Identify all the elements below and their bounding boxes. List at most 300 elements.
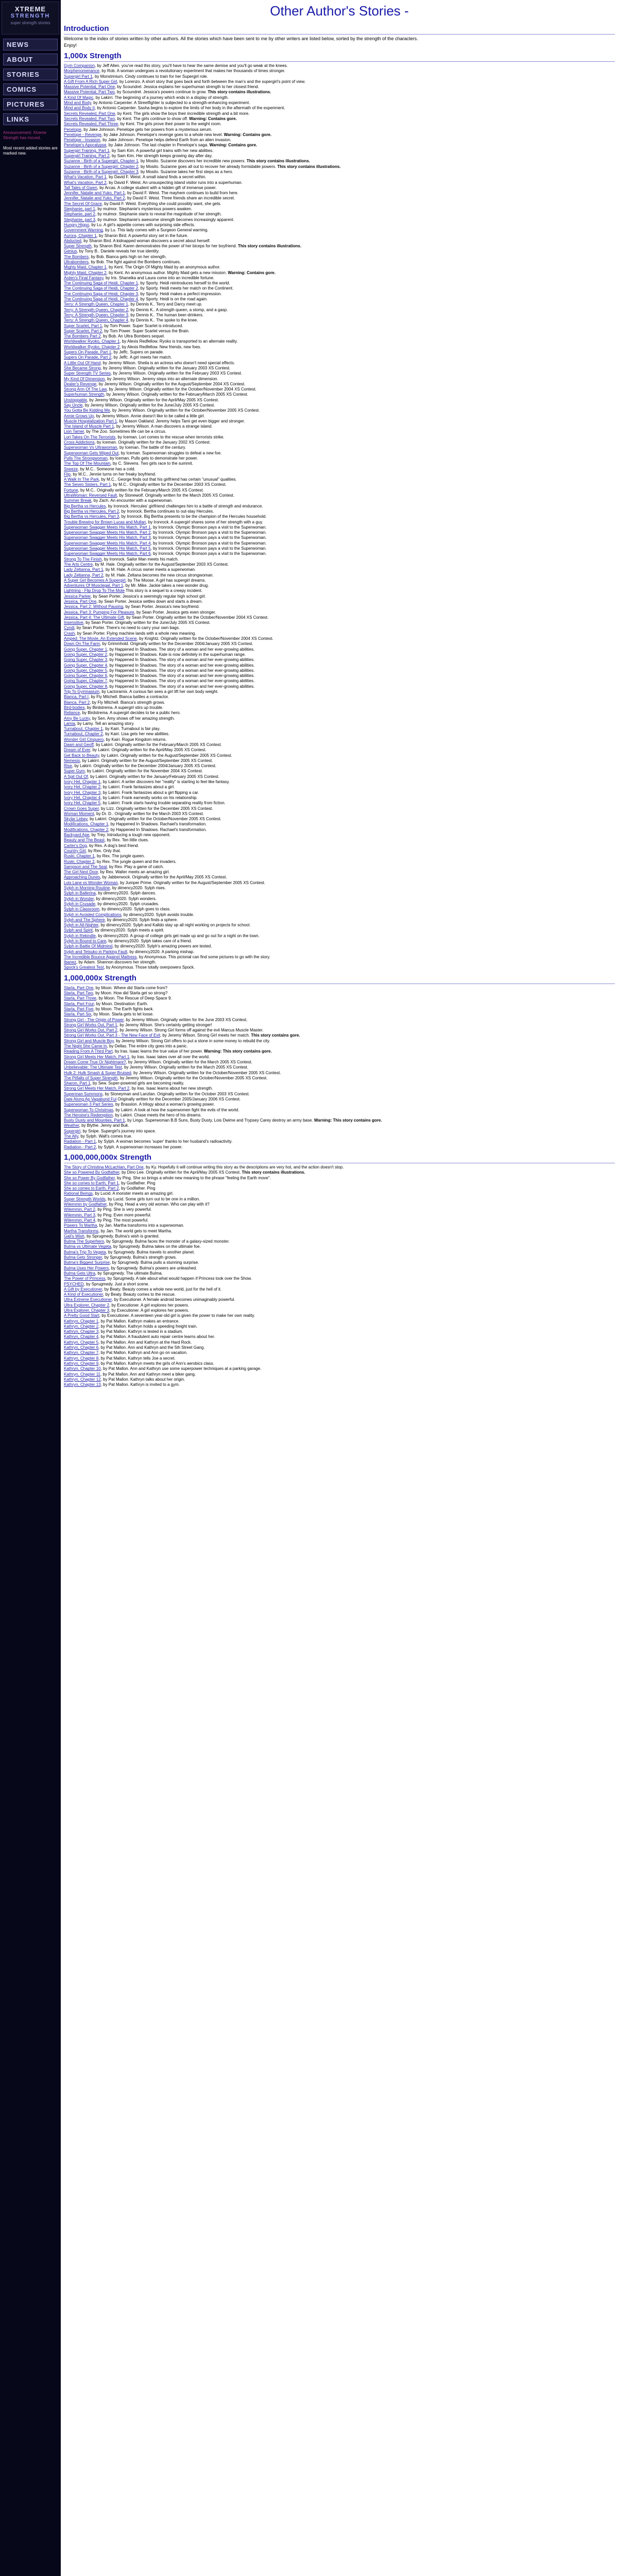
- story-link[interactable]: Worldwalker Ryoko, Chapter 1: [64, 339, 120, 344]
- story-link[interactable]: Jennifer, Natalie and Yuko, Part 1: [64, 191, 125, 196]
- story-link[interactable]: Cyndi: [64, 625, 75, 631]
- story-link[interactable]: The Bombers Part 2: [64, 334, 101, 339]
- story-description: Someone has a cold.: [96, 466, 135, 471]
- story-link[interactable]: Super Scarlet, Part 1: [64, 323, 102, 328]
- story-link[interactable]: The Secret Of Grace: [64, 201, 102, 206]
- story-link[interactable]: Country Girl: [64, 848, 86, 853]
- story-link[interactable]: Reading From A Third Part: [64, 1049, 113, 1054]
- story-link[interactable]: Kathryn, Chapter 3: [64, 1329, 99, 1334]
- story-link[interactable]: Worldwalker Ryoko, Chapter 2: [64, 344, 120, 349]
- story-link[interactable]: Sylph in Battle Of Midmind: [64, 944, 113, 949]
- story-link[interactable]: Going Super, Chapter 3: [64, 657, 108, 663]
- story-link[interactable]: Superhuman Strength: [64, 392, 105, 397]
- story-link[interactable]: Nemesis: [64, 758, 80, 763]
- story-link[interactable]: Ultra Explorer, Chapter 2: [64, 1302, 110, 1308]
- story-link[interactable]: Strong Girl Meets Her Match, Part 1: [64, 1054, 130, 1059]
- story-link[interactable]: Suzanne - Birth of a Supergirl, Chapter 2: [64, 164, 139, 169]
- story-link[interactable]: Jessica, Part 3: Pumping For Pleasure: [64, 609, 134, 615]
- story-link[interactable]: Ivory Hel, Chapter 2: [64, 785, 101, 790]
- story-link[interactable]: Kathryn, Chapter 12: [64, 1377, 101, 1382]
- story-author: , by Birdstrema.: [84, 705, 115, 710]
- story-link[interactable]: Supergirl Training, Part 2: [64, 154, 110, 159]
- story-link[interactable]: Going Super, Chapter 2: [64, 652, 108, 657]
- story-link[interactable]: Kathryn, Chapter 9: [64, 1361, 99, 1366]
- story-link[interactable]: Annie Grows Up: [64, 413, 94, 418]
- story-author: , by Bob.: [89, 259, 106, 264]
- story-link[interactable]: A Kind Of Magic: [64, 95, 94, 100]
- story-link[interactable]: Superwoman Swagger Meets His Match, Part 6: [64, 551, 151, 556]
- story-link[interactable]: Wilemmin, Part 4: [64, 1217, 95, 1223]
- story-link[interactable]: Superwoman To Christmas: [64, 1107, 113, 1112]
- story-link[interactable]: Massive Potential, Part One: [64, 84, 115, 90]
- story-link[interactable]: Ultra Explorer, Chapter 3: [64, 1308, 110, 1313]
- story-link[interactable]: Strong Girl and Muscle Boy: [64, 1038, 114, 1043]
- story-link[interactable]: Starla, Part One: [64, 985, 94, 990]
- story-link[interactable]: Superwoman Swagger Meets His Match, Part 2: [64, 530, 151, 535]
- story-link[interactable]: The Arts Centre: [64, 562, 93, 567]
- story-link[interactable]: Muscle Hospitalization Part 1: [64, 418, 117, 423]
- story-link[interactable]: Adventures Of Musclegal, Part 1: [64, 583, 124, 588]
- story-link[interactable]: Hulk 2: Hulk Smash & Super Bruised: [64, 1070, 131, 1075]
- story-link[interactable]: Bulma Gets Stronger: [64, 1255, 102, 1260]
- story-link[interactable]: Government Warning: [64, 228, 103, 233]
- story-link[interactable]: Massive Potential, Part Two: [64, 90, 115, 95]
- story-author: , by Rex.: [98, 870, 116, 875]
- story-link[interactable]: Fortune: [64, 487, 78, 493]
- story-link[interactable]: Lady Zeltanna, Part 1: [64, 567, 104, 572]
- story-link[interactable]: Kathryn, Chapter 5: [64, 1340, 99, 1345]
- nav-about[interactable]: ABOUT: [3, 54, 58, 65]
- story-author: , by David F. Weist.: [125, 191, 162, 196]
- story-link[interactable]: The Seven Sisters, Part 1: [64, 482, 111, 487]
- story-link[interactable]: Ultrabombers: [64, 259, 89, 264]
- story-author: , by Ironrock.: [150, 535, 176, 540]
- story-link[interactable]: Ultra Extreme Executioner: [64, 1297, 112, 1302]
- story-description: A woman becomes 'super' thanks to her husband's radioactivity.: [116, 1139, 233, 1144]
- story-link[interactable]: Ruski, Chapter 2: [64, 859, 95, 864]
- story-link[interactable]: Kathryn, Chapter 10: [64, 1366, 101, 1371]
- story-link[interactable]: Sylph in Ballerina: [64, 891, 96, 896]
- story-description: Frank fantasizes about a girl flipping a car.: [122, 790, 199, 795]
- story-description: A girl's appetite comes with surprising side effects.: [103, 222, 195, 227]
- story-link[interactable]: Morphenomenance: [64, 69, 99, 74]
- story-link[interactable]: Crash: [64, 631, 75, 636]
- story-link[interactable]: Sylph in Wonder: [64, 896, 94, 901]
- story-author: , by M.C..: [111, 482, 130, 487]
- story-entry: [64, 1007, 615, 1012]
- story-link[interactable]: Mighty Maid, Chapter 2: [64, 270, 107, 275]
- story-link[interactable]: Super Gym: [64, 769, 85, 774]
- story-link[interactable]: Super Scarlet, Part 2: [64, 328, 102, 333]
- story-link[interactable]: Bulma vs Ultimate Vegeta: [64, 1244, 111, 1249]
- nav-links[interactable]: LINKS: [3, 113, 58, 125]
- story-link[interactable]: Crown Goes Super: [64, 806, 99, 811]
- story-link[interactable]: A Gift by Executioner: [64, 1286, 102, 1292]
- story-link[interactable]: Date Along Ap Vagabund Ful: [64, 1097, 117, 1101]
- story-link[interactable]: Lightning - Flip Drop To The Mole: [64, 588, 125, 594]
- story-link[interactable]: Wilemmin, Part 3: [64, 1212, 95, 1217]
- story-entry: [64, 366, 615, 371]
- story-link[interactable]: Sylph and Spirit: [64, 928, 93, 933]
- story-link[interactable]: Kathryn, Chapter 8: [64, 1355, 99, 1361]
- story-link[interactable]: Big Bertha vs Hercules, Part 2: [64, 509, 119, 514]
- story-link[interactable]: Pulls The Strongwoman: [64, 455, 108, 461]
- story-link[interactable]: Sylph in All-Nighter: [64, 923, 99, 928]
- story-link[interactable]: Strong Arm Of The Law: [64, 387, 107, 392]
- story-link[interactable]: Starla, Part Four: [64, 1001, 94, 1006]
- story-author: , by Happened In Shadows.: [107, 663, 159, 668]
- story-link[interactable]: Kathryn, Chapter 7: [64, 1350, 99, 1355]
- story-link[interactable]: Bulma's Biggest Surprise: [64, 1260, 110, 1265]
- story-link[interactable]: Martha Transforms: [64, 1228, 99, 1233]
- story-link[interactable]: What's Vacation, Part 1: [64, 175, 107, 180]
- story-link[interactable]: Suzanne - Birth of a Supergirl, Chapter 1: [64, 159, 139, 164]
- story-description: Sylph rises.: [144, 886, 166, 891]
- story-link[interactable]: Terry: A Strength Queen, Chapter 2: [64, 307, 128, 312]
- story-description: Three friends share an incredible secret.: [161, 196, 235, 201]
- story-link[interactable]: Gail's Wish: [64, 1233, 84, 1239]
- story-link[interactable]: Dawn and Geoff: [64, 742, 94, 747]
- story-link[interactable]: You Gotta Be Kidding Me: [64, 408, 110, 413]
- story-link[interactable]: Bird-bodies: [64, 705, 85, 710]
- story-link[interactable]: Kathryn, Chapter 2: [64, 1324, 99, 1329]
- story-link[interactable]: Stephanie, part 3: [64, 217, 95, 222]
- story-entry: [64, 1145, 615, 1150]
- story-link[interactable]: Lois Lane vs Wonder Woman: [64, 880, 118, 885]
- story-link[interactable]: Superman Summons: [64, 1091, 103, 1096]
- story-link[interactable]: Jessica, Part 2: Without Pausing: [64, 604, 124, 609]
- story-author: , by Ping.: [107, 1202, 125, 1207]
- story-link[interactable]: Bulma The Superhero: [64, 1239, 105, 1244]
- story-entry: [64, 239, 615, 244]
- story-link[interactable]: Modifications, Chapter 2: [64, 827, 109, 832]
- story-link[interactable]: Sylph in Morning Routine: [64, 886, 110, 891]
- story-link[interactable]: Gym Companion: [64, 63, 95, 68]
- story-description: Stephanie starts to reveal the magnitude of her strength.: [118, 212, 222, 217]
- story-description: Originally written for the March 2005 XS Contest.: [159, 1065, 249, 1070]
- story-link[interactable]: Turnabout, Chapter 1: [64, 726, 103, 732]
- nav-news[interactable]: NEWS: [3, 39, 58, 50]
- story-link[interactable]: Supers On Parade, Part 1: [64, 350, 112, 355]
- story-link[interactable]: Starla, Part Six: [64, 1012, 92, 1017]
- story-link[interactable]: Carter's Dog: [64, 843, 87, 848]
- story-link[interactable]: Backyard Ape: [64, 833, 90, 838]
- story-link[interactable]: Approaching Dunes: [64, 875, 100, 880]
- story-link[interactable]: Down On The Farm: [64, 641, 100, 647]
- story-link[interactable]: The Bombers: [64, 254, 89, 259]
- story-link[interactable]: She so comes to Earth, Part 1: [64, 1180, 119, 1185]
- story-link[interactable]: Weather: [64, 1123, 79, 1128]
- story-description: Ryoko is transported to an alternate reality.: [159, 339, 238, 344]
- story-link[interactable]: Mind and Body II: [64, 106, 95, 111]
- story-link[interactable]: The Continuing Saga of Heidi, Chapter 2: [64, 286, 139, 291]
- story-author: , by Alexis Redfellow.: [119, 344, 160, 349]
- story-link[interactable]: Penelope - Revenge: [64, 132, 101, 137]
- story-link[interactable]: Superwoman Swagger Meets His Match, Part 5: [64, 546, 151, 551]
- story-author: , by dimency2020.: [95, 901, 130, 906]
- story-link[interactable]: The Incredible Bounce Against Mattress: [64, 954, 137, 959]
- nav-stories[interactable]: STORIES: [3, 69, 58, 80]
- story-link[interactable]: Starla, Part Five: [64, 1006, 94, 1011]
- story-description: A woman undergoes a revolutionary experiment that makes her thousands of times stronger.: [116, 69, 286, 74]
- story-link[interactable]: Bianca, Part I: [64, 694, 89, 700]
- story-link[interactable]: Strong Girl Works Out, Part 2: [64, 1028, 117, 1033]
- story-link[interactable]: Turnabout, Chapter 2: [64, 732, 103, 737]
- story-link[interactable]: Lady Zeltanna, Part 2: [64, 572, 104, 578]
- story-author: , by Pat Mallon.: [98, 1340, 128, 1345]
- story-link[interactable]: Amy Be Lucky: [64, 716, 90, 721]
- story-author: , by Sam Kim.: [109, 154, 136, 159]
- story-link[interactable]: Superwoman Vs Ultrawoman: [64, 445, 117, 450]
- story-link[interactable]: Insensitive: [64, 620, 83, 625]
- story-entry: [64, 896, 615, 902]
- story-link[interactable]: Genius: [64, 249, 77, 254]
- story-link[interactable]: Cross Addictions: [64, 440, 95, 445]
- story-link[interactable]: Ibanez: [64, 960, 77, 965]
- story-link[interactable]: Starla, Part Three: [64, 996, 96, 1001]
- story-link[interactable]: Rational Beings: [64, 1191, 93, 1196]
- story-link[interactable]: Kathryn, Chapter 11: [64, 1371, 101, 1377]
- story-link[interactable]: Sylph in Rekindle: [64, 933, 96, 938]
- story-link[interactable]: Ivory Hel, Chapter 4: [64, 795, 101, 800]
- story-link[interactable]: Wonder Girl Cinquero: [64, 737, 104, 742]
- story-link[interactable]: Arden's Final Fantasy: [64, 275, 104, 280]
- story-link[interactable]: Reliance: [64, 710, 80, 716]
- story-link[interactable]: Amped: The Movie, An Extended Scene: [64, 636, 137, 641]
- story-link[interactable]: A Kind of Executioner: [64, 1292, 104, 1297]
- story-link[interactable]: Dream Come True Or Nightmare?: [64, 1059, 126, 1064]
- story-link[interactable]: Sylph in Avoided Complications: [64, 912, 122, 917]
- story-link[interactable]: Kathryn, Chapter 13: [64, 1382, 101, 1387]
- story-link[interactable]: PSYCHED: [64, 1281, 84, 1286]
- story-link[interactable]: Super Strength TV Series: [64, 371, 111, 376]
- story-link[interactable]: Sharon, Part 1: [64, 1081, 91, 1086]
- story-entry: [64, 154, 615, 159]
- story-link[interactable]: Kathryn, Chapter 6: [64, 1345, 99, 1350]
- story-entry: [64, 647, 615, 652]
- story-link[interactable]: The Girl Next Door: [64, 870, 98, 875]
- story-link[interactable]: The Heroine's Redemption: [64, 1112, 113, 1117]
- story-link[interactable]: A Super Girl Becomes A Supergirl: [64, 578, 126, 583]
- story-link[interactable]: Busty Dusty and Mounties, Part 1: [64, 1118, 125, 1123]
- story-link[interactable]: Abducted: [64, 238, 81, 243]
- story-author: , by Tony B..: [77, 249, 101, 254]
- story-link[interactable]: Sylph in Crusade: [64, 901, 95, 906]
- story-link[interactable]: Say Uncle: [64, 403, 83, 408]
- story-link[interactable]: The Top Of The Mountain: [64, 461, 111, 466]
- story-description: Those totally overpowers Spock.: [135, 965, 195, 970]
- story-entry: [64, 111, 615, 116]
- nav-pictures[interactable]: PICTURES: [3, 98, 58, 110]
- introduction: [64, 24, 615, 48]
- story-link[interactable]: Sylph and The Sphere: [64, 917, 105, 922]
- story-link[interactable]: Strong Girl Meets Her Match, Part 2: [64, 1086, 130, 1091]
- story-link[interactable]: Secrets Revealed, Part One: [64, 111, 115, 116]
- story-link[interactable]: Ruski, Chapter 1: [64, 854, 95, 859]
- story-link[interactable]: The Continuing Saga of Heidi, Chapter 3: [64, 291, 139, 296]
- story-description: Bulma pulls a stunning surprise.: [141, 1260, 199, 1265]
- story-link[interactable]: Ivory Hel, Chapter 3: [64, 790, 101, 795]
- story-link[interactable]: Jennifer, Natalie and Yuko, Part 2: [64, 196, 125, 201]
- story-link[interactable]: Ivory Hel, Chapter 5: [64, 801, 101, 806]
- story-link[interactable]: What's Vacation, Part 2: [64, 180, 107, 185]
- story-link[interactable]: Bulma's Trip To Vegeta: [64, 1249, 106, 1255]
- story-link[interactable]: Trip To Gymnasium: [64, 689, 99, 694]
- story-link[interactable]: Dream of Ever: [64, 748, 91, 753]
- story-entry: [64, 525, 615, 530]
- story-link[interactable]: Strong Girl Works Out, Part 3 - The New Face of Evil: [64, 1033, 160, 1038]
- story-link[interactable]: She so Power By Godfather: [64, 1175, 115, 1180]
- story-link[interactable]: Sylph and Tetsuko in Parking Fault: [64, 949, 128, 954]
- story-link[interactable]: Kathryn, Chapter 1: [64, 1318, 99, 1324]
- story-link[interactable]: Jessica, Part One: [64, 599, 97, 604]
- story-link[interactable]: Stephanie, part 2: [64, 212, 95, 217]
- story-link[interactable]: She Became Strong: [64, 365, 101, 370]
- story-author: , by Kent.: [118, 122, 137, 127]
- story-link[interactable]: Flip: [64, 471, 71, 477]
- story-link[interactable]: Radiation - Part 2: [64, 1144, 96, 1149]
- story-author: , by Beaty.: [103, 1292, 124, 1297]
- story-link[interactable]: Modifications, Chapter 1: [64, 822, 109, 827]
- story-link[interactable]: She so Powered By Godfather: [64, 1170, 119, 1175]
- story-link[interactable]: Tall Tales of Gwen: [64, 185, 97, 190]
- story-link[interactable]: Superwoman Swagger Meets His Match, Part 1: [64, 524, 151, 530]
- story-link[interactable]: Penelope's Apocalypse: [64, 143, 107, 148]
- story-link[interactable]: The Night She Came In: [64, 1044, 107, 1049]
- story-link[interactable]: Going Super, Chapter 6: [64, 673, 108, 679]
- story-link[interactable]: Going Super, Chapter 7: [64, 679, 108, 684]
- story-link[interactable]: Rise: [64, 764, 73, 769]
- story-author: , by Sean Porter.: [75, 631, 107, 636]
- story-link[interactable]: Starla, Part Two: [64, 991, 93, 996]
- story-link[interactable]: Strong Girl Works Out, Part 1: [64, 1022, 117, 1027]
- story-link[interactable]: Dealer's Revenge: [64, 381, 97, 386]
- story-link[interactable]: Superwoman Swagger Meets His Match, Part 4: [64, 540, 151, 546]
- story-entry: [64, 223, 615, 228]
- story-link[interactable]: Penelope - Invasion: [64, 138, 100, 143]
- story-link[interactable]: Spock's Greatest Test: [64, 965, 104, 970]
- story-link[interactable]: Wilemmin, Part 2: [64, 1207, 95, 1212]
- story-link[interactable]: Strong To The Finish: [64, 556, 102, 562]
- story-link[interactable]: Stephanie, part 1: [64, 207, 95, 212]
- story-author: , by Moon.: [93, 1006, 114, 1011]
- story-link[interactable]: Terry: A Strength Queen, Chapter 1: [64, 302, 128, 307]
- story-link[interactable]: The Pitfalls of Super Strength: [64, 1075, 118, 1080]
- story-link[interactable]: Super Strength: [64, 244, 92, 249]
- story-link[interactable]: Super Strength Worlds: [64, 1196, 106, 1201]
- story-link[interactable]: Superwoman 3 Part Series: [64, 1102, 113, 1107]
- story-link[interactable]: Supergirl: [64, 1128, 81, 1133]
- story-link[interactable]: Jessica, Part 4: The Ultimate Gift: [64, 615, 124, 620]
- story-link[interactable]: Hungry Hippo: [64, 222, 89, 227]
- story-link[interactable]: The Ally: [64, 1134, 78, 1139]
- story-link[interactable]: Radiation - Part 1: [64, 1139, 96, 1144]
- story-link[interactable]: Trouble Brewing for Brown Lucas and Mullan: [64, 519, 146, 524]
- story-link[interactable]: Big Bertha vs Hercules: [64, 503, 106, 509]
- story-link[interactable]: Sylph in Bound to Care: [64, 938, 107, 943]
- story-link[interactable]: Going Super, Chapter 8: [64, 684, 108, 689]
- story-link[interactable]: UltraWoman: Reversed Fault: [64, 493, 117, 498]
- story-link[interactable]: Supers On Parade, Part 2: [64, 355, 112, 360]
- story-link[interactable]: Kathryn, Chapter 4: [64, 1334, 99, 1340]
- story-link[interactable]: Superwoman Gets Wiped Out: [64, 450, 119, 455]
- story-link[interactable]: A Little Out Of Hand: [64, 360, 101, 365]
- story-link[interactable]: The Story of Christina McLachlan, Part One: [64, 1164, 144, 1170]
- story-link[interactable]: Secrets Revealed, Part Three: [64, 122, 118, 127]
- story-link[interactable]: Superwoman Swagger Meets His Match, Part 3: [64, 535, 151, 540]
- story-link[interactable]: Ivory Hel, Chapter 1: [64, 779, 101, 785]
- story-link[interactable]: Powers To Martha: [64, 1223, 97, 1228]
- story-author: , by Sprugmedy.: [84, 1233, 115, 1239]
- story-link[interactable]: Lori Takes On The Terrorists: [64, 434, 116, 439]
- story-entry: [64, 456, 615, 461]
- site-logo[interactable]: [2, 2, 59, 35]
- nav-comics[interactable]: COMICS: [3, 83, 58, 95]
- story-link[interactable]: A Walk In The Park: [64, 477, 99, 482]
- story-link[interactable]: Terry: A Strength Queen, Chapter 4: [64, 318, 128, 323]
- story-link[interactable]: A Spit Out Of: [64, 774, 88, 779]
- story-entry: [64, 769, 615, 774]
- story-link[interactable]: Supergirl Training, Part 1: [64, 148, 110, 153]
- story-link[interactable]: Get Back to Beauty: [64, 753, 99, 758]
- story-link[interactable]: Beauty and The Beast: [64, 838, 105, 843]
- story-link[interactable]: Skylar Lebay: [64, 817, 88, 822]
- story-link[interactable]: The Power of Princess: [64, 1276, 106, 1281]
- story-link[interactable]: Mighty Maid, Chapter 1: [64, 265, 107, 270]
- story-description: Where did Starla come from?: [113, 985, 167, 990]
- story-link[interactable]: Woman Moment: [64, 811, 94, 816]
- story-link[interactable]: Sneeze: [64, 466, 78, 471]
- story-link[interactable]: Bulma Gets Ultra: [64, 1270, 95, 1276]
- story-link[interactable]: She so comes to Earth, Part 2: [64, 1186, 119, 1191]
- story-author: , by Lakirri.: [88, 774, 110, 779]
- story-link[interactable]: Aurora, Chapter 1: [64, 233, 97, 238]
- story-link[interactable]: Wilemmin by Godfather: [64, 1202, 107, 1207]
- story-link[interactable]: Terry: A Strength Queen, Chapter 3: [64, 312, 128, 317]
- story-link[interactable]: Sampson and The Seal: [64, 864, 107, 869]
- story-link[interactable]: Bianca, Part 2: [64, 700, 90, 705]
- story-link[interactable]: Sylph in Classroom: [64, 907, 99, 912]
- story-link[interactable]: Summer Break: [64, 498, 92, 503]
- story-link[interactable]: Bulma Uses Her Powers: [64, 1265, 109, 1270]
- story-description: Isaac learns about her new strength.: [146, 1086, 213, 1091]
- story-author: , by Jeremy Wilson.: [100, 360, 138, 365]
- story-link[interactable]: Penelope: [64, 127, 81, 132]
- story-link[interactable]: Secrets Revealed, Part Two: [64, 116, 115, 121]
- story-link[interactable]: The Continuing Saga of Heidi, Chapter 4: [64, 297, 139, 302]
- story-link[interactable]: My Kind Of Dimension: [64, 376, 105, 381]
- story-link[interactable]: Big Bertha vs Hercules, Part 3: [64, 514, 119, 519]
- story-link[interactable]: Jessica Parker: [64, 594, 91, 599]
- story-link[interactable]: Going Super, Chapter 1: [64, 647, 108, 652]
- story-link[interactable]: Going Super, Chapter 4: [64, 663, 108, 668]
- story-entry: [64, 541, 615, 546]
- story-link[interactable]: Supergirl Part 1: [64, 74, 93, 79]
- story-link[interactable]: Lion Tamer: [64, 429, 84, 434]
- story-link[interactable]: Unstoppable: [64, 397, 87, 402]
- story-link[interactable]: Mind and Body: [64, 100, 91, 106]
- story-link[interactable]: Unbelievable: The Ultimate Test: [64, 1065, 122, 1070]
- story-link[interactable]: A Gift From A Rich Super Girl: [64, 79, 117, 84]
- story-description: Originally written for the August/September 2005 XS Contest.: [153, 880, 266, 885]
- story-link[interactable]: The Island of Muscle Part 1: [64, 424, 114, 429]
- story-link[interactable]: Lamia: [64, 721, 75, 726]
- story-link[interactable]: Going Super, Chapter 5: [64, 668, 108, 673]
- story-link[interactable]: Suzanne - Birth of a Supergirl, Chapter 3: [64, 169, 139, 174]
- story-link[interactable]: A Pretty Good Start: [64, 1313, 99, 1318]
- story-link[interactable]: Strong Girl - The Origin of Power: [64, 1017, 124, 1022]
- story-link[interactable]: The Continuing Saga of Heidi, Chapter 1: [64, 281, 139, 286]
